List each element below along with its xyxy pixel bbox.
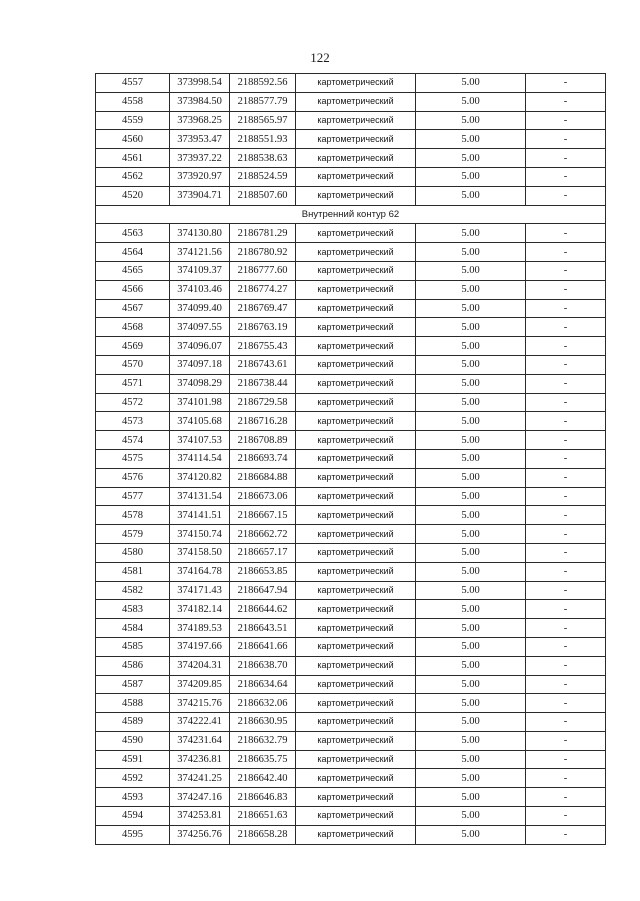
point-number-cell: 4586	[96, 656, 170, 675]
method-cell: картометрический	[296, 130, 416, 149]
y-coordinate-cell: 2188592.56	[230, 74, 296, 93]
point-number-cell: 4561	[96, 149, 170, 168]
y-coordinate-cell: 2188524.59	[230, 167, 296, 186]
x-coordinate-cell: 374114.54	[170, 449, 230, 468]
y-coordinate-cell: 2186641.66	[230, 637, 296, 656]
x-coordinate-cell: 374215.76	[170, 694, 230, 713]
x-coordinate-cell: 374189.53	[170, 619, 230, 638]
point-number-cell: 4520	[96, 186, 170, 205]
x-coordinate-cell: 374247.16	[170, 788, 230, 807]
description-cell: -	[526, 656, 606, 675]
accuracy-cell: 5.00	[416, 619, 526, 638]
table-row	[96, 449, 606, 468]
description-cell: -	[526, 600, 606, 619]
point-number-cell: 4558	[96, 92, 170, 111]
table-row	[96, 337, 606, 356]
table-row	[96, 581, 606, 600]
y-coordinate-cell: 2186646.83	[230, 788, 296, 807]
method-cell: картометрический	[296, 525, 416, 544]
x-coordinate-cell: 374103.46	[170, 280, 230, 299]
description-cell: -	[526, 581, 606, 600]
description-cell: -	[526, 355, 606, 374]
accuracy-cell: 5.00	[416, 788, 526, 807]
accuracy-cell: 5.00	[416, 543, 526, 562]
table-row	[96, 299, 606, 318]
description-cell: -	[526, 186, 606, 205]
x-coordinate-cell: 373937.22	[170, 149, 230, 168]
description-cell: -	[526, 731, 606, 750]
y-coordinate-cell: 2186729.58	[230, 393, 296, 412]
accuracy-cell: 5.00	[416, 694, 526, 713]
y-coordinate-cell: 2186632.79	[230, 731, 296, 750]
x-coordinate-cell: 373984.50	[170, 92, 230, 111]
point-number-cell: 4595	[96, 825, 170, 844]
table-row	[96, 393, 606, 412]
y-coordinate-cell: 2186780.92	[230, 243, 296, 262]
point-number-cell: 4562	[96, 167, 170, 186]
table-row	[96, 487, 606, 506]
x-coordinate-cell: 374141.51	[170, 506, 230, 525]
point-number-cell: 4573	[96, 412, 170, 431]
point-number-cell: 4576	[96, 468, 170, 487]
y-coordinate-cell: 2186635.75	[230, 750, 296, 769]
point-number-cell: 4591	[96, 750, 170, 769]
y-coordinate-cell: 2186642.40	[230, 769, 296, 788]
accuracy-cell: 5.00	[416, 374, 526, 393]
x-coordinate-cell: 373920.97	[170, 167, 230, 186]
point-number-cell: 4594	[96, 807, 170, 826]
y-coordinate-cell: 2186763.19	[230, 318, 296, 337]
table-row	[96, 562, 606, 581]
point-number-cell: 4589	[96, 713, 170, 732]
y-coordinate-cell: 2186630.95	[230, 713, 296, 732]
y-coordinate-cell: 2186638.70	[230, 656, 296, 675]
accuracy-cell: 5.00	[416, 431, 526, 450]
y-coordinate-cell: 2186647.94	[230, 581, 296, 600]
point-number-cell: 4557	[96, 74, 170, 93]
point-number-cell: 4582	[96, 581, 170, 600]
coordinates-table-body	[96, 74, 606, 845]
y-coordinate-cell: 2186781.29	[230, 224, 296, 243]
description-cell: -	[526, 337, 606, 356]
accuracy-cell: 5.00	[416, 149, 526, 168]
accuracy-cell: 5.00	[416, 675, 526, 694]
description-cell: -	[526, 224, 606, 243]
x-coordinate-cell: 374150.74	[170, 525, 230, 544]
table-row	[96, 788, 606, 807]
x-coordinate-cell: 374098.29	[170, 374, 230, 393]
x-coordinate-cell: 374231.64	[170, 731, 230, 750]
accuracy-cell: 5.00	[416, 825, 526, 844]
table-row	[96, 130, 606, 149]
accuracy-cell: 5.00	[416, 731, 526, 750]
accuracy-cell: 5.00	[416, 487, 526, 506]
table-row	[96, 224, 606, 243]
method-cell: картометрический	[296, 243, 416, 262]
x-coordinate-cell: 374101.98	[170, 393, 230, 412]
table-row	[96, 713, 606, 732]
description-cell: -	[526, 261, 606, 280]
point-number-cell: 4569	[96, 337, 170, 356]
point-number-cell: 4584	[96, 619, 170, 638]
accuracy-cell: 5.00	[416, 280, 526, 299]
accuracy-cell: 5.00	[416, 506, 526, 525]
method-cell: картометрический	[296, 449, 416, 468]
description-cell: -	[526, 74, 606, 93]
point-number-cell: 4559	[96, 111, 170, 130]
method-cell: картометрический	[296, 412, 416, 431]
point-number-cell: 4593	[96, 788, 170, 807]
method-cell: картометрический	[296, 393, 416, 412]
method-cell: картометрический	[296, 543, 416, 562]
description-cell: -	[526, 374, 606, 393]
y-coordinate-cell: 2186658.28	[230, 825, 296, 844]
description-cell: -	[526, 111, 606, 130]
table-row	[96, 261, 606, 280]
x-coordinate-cell: 374121.56	[170, 243, 230, 262]
point-number-cell: 4587	[96, 675, 170, 694]
description-cell: -	[526, 449, 606, 468]
method-cell: картометрический	[296, 619, 416, 638]
description-cell: -	[526, 825, 606, 844]
description-cell: -	[526, 525, 606, 544]
accuracy-cell: 5.00	[416, 111, 526, 130]
table-row	[96, 111, 606, 130]
x-coordinate-cell: 374131.54	[170, 487, 230, 506]
y-coordinate-cell: 2186716.28	[230, 412, 296, 431]
accuracy-cell: 5.00	[416, 337, 526, 356]
accuracy-cell: 5.00	[416, 393, 526, 412]
method-cell: картометрический	[296, 600, 416, 619]
point-number-cell: 4581	[96, 562, 170, 581]
point-number-cell: 4578	[96, 506, 170, 525]
point-number-cell: 4588	[96, 694, 170, 713]
accuracy-cell: 5.00	[416, 525, 526, 544]
x-coordinate-cell: 373953.47	[170, 130, 230, 149]
table-row	[96, 186, 606, 205]
point-number-cell: 4564	[96, 243, 170, 262]
table-row	[96, 243, 606, 262]
description-cell: -	[526, 130, 606, 149]
x-coordinate-cell: 374109.37	[170, 261, 230, 280]
x-coordinate-cell: 374197.66	[170, 637, 230, 656]
description-cell: -	[526, 243, 606, 262]
method-cell: картометрический	[296, 656, 416, 675]
method-cell: картометрический	[296, 694, 416, 713]
accuracy-cell: 5.00	[416, 581, 526, 600]
y-coordinate-cell: 2186743.61	[230, 355, 296, 374]
description-cell: -	[526, 167, 606, 186]
point-number-cell: 4579	[96, 525, 170, 544]
point-number-cell: 4580	[96, 543, 170, 562]
table-row	[96, 619, 606, 638]
point-number-cell: 4563	[96, 224, 170, 243]
x-coordinate-cell: 374236.81	[170, 750, 230, 769]
y-coordinate-cell: 2186738.44	[230, 374, 296, 393]
point-number-cell: 4570	[96, 355, 170, 374]
point-number-cell: 4592	[96, 769, 170, 788]
x-coordinate-cell: 374099.40	[170, 299, 230, 318]
table-row	[96, 506, 606, 525]
method-cell: картометрический	[296, 280, 416, 299]
method-cell: картометрический	[296, 807, 416, 826]
accuracy-cell: 5.00	[416, 130, 526, 149]
x-coordinate-cell: 373968.25	[170, 111, 230, 130]
y-coordinate-cell: 2186657.17	[230, 543, 296, 562]
method-cell: картометрический	[296, 224, 416, 243]
method-cell: картометрический	[296, 431, 416, 450]
accuracy-cell: 5.00	[416, 769, 526, 788]
table-row	[96, 675, 606, 694]
table-row	[96, 412, 606, 431]
method-cell: картометрический	[296, 750, 416, 769]
table-row	[96, 600, 606, 619]
accuracy-cell: 5.00	[416, 468, 526, 487]
point-number-cell: 4590	[96, 731, 170, 750]
x-coordinate-cell: 374107.53	[170, 431, 230, 450]
description-cell: -	[526, 299, 606, 318]
table-row	[96, 468, 606, 487]
x-coordinate-cell: 374171.43	[170, 581, 230, 600]
point-number-cell: 4577	[96, 487, 170, 506]
y-coordinate-cell: 2188551.93	[230, 130, 296, 149]
y-coordinate-cell: 2186708.89	[230, 431, 296, 450]
table-row	[96, 807, 606, 826]
table-row	[96, 637, 606, 656]
page-number: 122	[310, 50, 330, 65]
y-coordinate-cell: 2186662.72	[230, 525, 296, 544]
accuracy-cell: 5.00	[416, 449, 526, 468]
x-coordinate-cell: 374253.81	[170, 807, 230, 826]
method-cell: картометрический	[296, 92, 416, 111]
y-coordinate-cell: 2186673.06	[230, 487, 296, 506]
point-number-cell: 4571	[96, 374, 170, 393]
accuracy-cell: 5.00	[416, 318, 526, 337]
description-cell: -	[526, 807, 606, 826]
x-coordinate-cell: 374130.80	[170, 224, 230, 243]
x-coordinate-cell: 374097.18	[170, 355, 230, 374]
y-coordinate-cell: 2186651.63	[230, 807, 296, 826]
description-cell: -	[526, 280, 606, 299]
y-coordinate-cell: 2188577.79	[230, 92, 296, 111]
description-cell: -	[526, 675, 606, 694]
method-cell: картометрический	[296, 74, 416, 93]
method-cell: картометрический	[296, 581, 416, 600]
table-row	[96, 280, 606, 299]
y-coordinate-cell: 2188538.63	[230, 149, 296, 168]
accuracy-cell: 5.00	[416, 600, 526, 619]
point-number-cell: 4568	[96, 318, 170, 337]
method-cell: картометрический	[296, 149, 416, 168]
description-cell: -	[526, 92, 606, 111]
y-coordinate-cell: 2188565.97	[230, 111, 296, 130]
description-cell: -	[526, 543, 606, 562]
x-coordinate-cell: 374241.25	[170, 769, 230, 788]
description-cell: -	[526, 750, 606, 769]
y-coordinate-cell: 2186769.47	[230, 299, 296, 318]
table-row	[96, 769, 606, 788]
x-coordinate-cell: 374120.82	[170, 468, 230, 487]
table-row	[96, 92, 606, 111]
table-row	[96, 525, 606, 544]
accuracy-cell: 5.00	[416, 224, 526, 243]
accuracy-cell: 5.00	[416, 299, 526, 318]
description-cell: -	[526, 318, 606, 337]
method-cell: картометрический	[296, 111, 416, 130]
description-cell: -	[526, 412, 606, 431]
x-coordinate-cell: 374182.14	[170, 600, 230, 619]
description-cell: -	[526, 468, 606, 487]
point-number-cell: 4583	[96, 600, 170, 619]
accuracy-cell: 5.00	[416, 656, 526, 675]
method-cell: картометрический	[296, 487, 416, 506]
x-coordinate-cell: 374097.55	[170, 318, 230, 337]
y-coordinate-cell: 2186667.15	[230, 506, 296, 525]
accuracy-cell: 5.00	[416, 74, 526, 93]
method-cell: картометрический	[296, 374, 416, 393]
description-cell: -	[526, 506, 606, 525]
accuracy-cell: 5.00	[416, 713, 526, 732]
x-coordinate-cell: 374164.78	[170, 562, 230, 581]
description-cell: -	[526, 431, 606, 450]
method-cell: картометрический	[296, 562, 416, 581]
table-row	[96, 750, 606, 769]
method-cell: картометрический	[296, 788, 416, 807]
description-cell: -	[526, 769, 606, 788]
x-coordinate-cell: 373998.54	[170, 74, 230, 93]
accuracy-cell: 5.00	[416, 807, 526, 826]
method-cell: картометрический	[296, 355, 416, 374]
point-number-cell: 4560	[96, 130, 170, 149]
y-coordinate-cell: 2186693.74	[230, 449, 296, 468]
description-cell: -	[526, 694, 606, 713]
accuracy-cell: 5.00	[416, 186, 526, 205]
accuracy-cell: 5.00	[416, 243, 526, 262]
table-row	[96, 656, 606, 675]
method-cell: картометрический	[296, 468, 416, 487]
y-coordinate-cell: 2186643.51	[230, 619, 296, 638]
accuracy-cell: 5.00	[416, 750, 526, 769]
point-number-cell: 4575	[96, 449, 170, 468]
description-cell: -	[526, 149, 606, 168]
table-row	[96, 431, 606, 450]
table-row	[96, 694, 606, 713]
table-row	[96, 149, 606, 168]
method-cell: картометрический	[296, 186, 416, 205]
method-cell: картометрический	[296, 769, 416, 788]
method-cell: картометрический	[296, 318, 416, 337]
table-row	[96, 167, 606, 186]
y-coordinate-cell: 2186755.43	[230, 337, 296, 356]
x-coordinate-cell: 374096.07	[170, 337, 230, 356]
x-coordinate-cell: 374209.85	[170, 675, 230, 694]
description-cell: -	[526, 487, 606, 506]
table-row	[96, 74, 606, 93]
x-coordinate-cell: 374158.50	[170, 543, 230, 562]
y-coordinate-cell: 2188507.60	[230, 186, 296, 205]
y-coordinate-cell: 2186653.85	[230, 562, 296, 581]
accuracy-cell: 5.00	[416, 562, 526, 581]
method-cell: картометрический	[296, 337, 416, 356]
accuracy-cell: 5.00	[416, 412, 526, 431]
description-cell: -	[526, 619, 606, 638]
point-number-cell: 4567	[96, 299, 170, 318]
coordinates-table	[95, 73, 606, 845]
description-cell: -	[526, 713, 606, 732]
method-cell: картометрический	[296, 506, 416, 525]
method-cell: картометрический	[296, 713, 416, 732]
description-cell: -	[526, 637, 606, 656]
accuracy-cell: 5.00	[416, 167, 526, 186]
x-coordinate-cell: 374256.76	[170, 825, 230, 844]
point-number-cell: 4565	[96, 261, 170, 280]
method-cell: картометрический	[296, 675, 416, 694]
table-row	[96, 731, 606, 750]
x-coordinate-cell: 374222.41	[170, 713, 230, 732]
y-coordinate-cell: 2186684.88	[230, 468, 296, 487]
accuracy-cell: 5.00	[416, 261, 526, 280]
table-row	[96, 543, 606, 562]
description-cell: -	[526, 393, 606, 412]
x-coordinate-cell: 374204.31	[170, 656, 230, 675]
table-row	[96, 825, 606, 844]
y-coordinate-cell: 2186644.62	[230, 600, 296, 619]
point-number-cell: 4585	[96, 637, 170, 656]
method-cell: картометрический	[296, 299, 416, 318]
description-cell: -	[526, 562, 606, 581]
point-number-cell: 4572	[96, 393, 170, 412]
point-number-cell: 4566	[96, 280, 170, 299]
point-number-cell: 4574	[96, 431, 170, 450]
y-coordinate-cell: 2186774.27	[230, 280, 296, 299]
accuracy-cell: 5.00	[416, 355, 526, 374]
x-coordinate-cell: 373904.71	[170, 186, 230, 205]
method-cell: картометрический	[296, 825, 416, 844]
y-coordinate-cell: 2186777.60	[230, 261, 296, 280]
accuracy-cell: 5.00	[416, 92, 526, 111]
y-coordinate-cell: 2186632.06	[230, 694, 296, 713]
method-cell: картометрический	[296, 637, 416, 656]
table-row	[96, 355, 606, 374]
section-title: Внутренний контур 62	[96, 205, 606, 224]
method-cell: картометрический	[296, 261, 416, 280]
method-cell: картометрический	[296, 731, 416, 750]
accuracy-cell: 5.00	[416, 637, 526, 656]
method-cell: картометрический	[296, 167, 416, 186]
x-coordinate-cell: 374105.68	[170, 412, 230, 431]
table-row	[96, 374, 606, 393]
description-cell: -	[526, 788, 606, 807]
table-row	[96, 318, 606, 337]
section-row	[96, 205, 606, 224]
y-coordinate-cell: 2186634.64	[230, 675, 296, 694]
